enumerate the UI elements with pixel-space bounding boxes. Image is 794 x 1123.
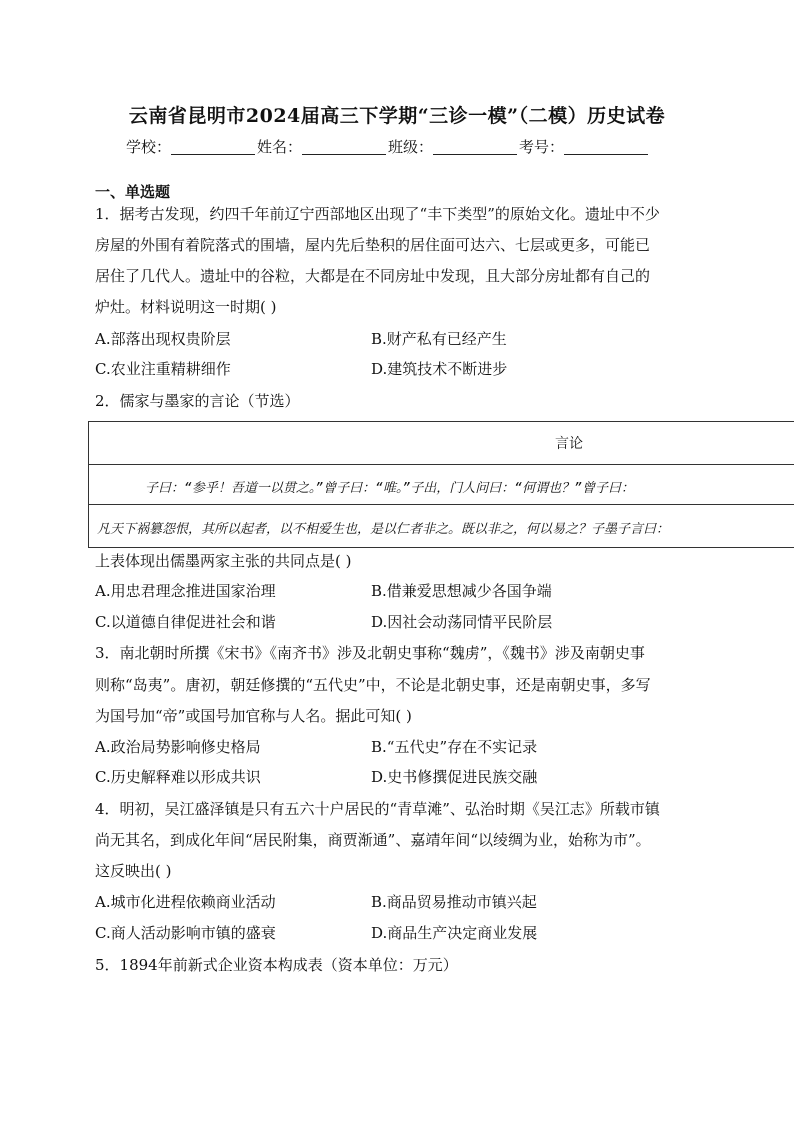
q1-option-d[interactable]: D.建筑技术不断进步 xyxy=(371,360,508,378)
q1-option-a[interactable]: A.部落出现权贵阶层 xyxy=(95,330,231,348)
student-info-row xyxy=(126,136,650,157)
section-heading: 一、单选题 xyxy=(95,183,171,201)
q1-line: 居住了几代人。遗址中的谷粒，大都是在不同房址中发现，且大部分房址都有自己的 xyxy=(95,267,651,285)
school-blank[interactable] xyxy=(171,140,255,155)
q4-line: 这反映出( ) xyxy=(95,862,172,880)
q3-line: 则称“岛夷”。唐初，朝廷修撰的“五代史”中，不论是北朝史事，还是南朝史事，多写 xyxy=(95,676,651,694)
q3-option-d[interactable]: D.史书修撰促进民族交融 xyxy=(371,768,538,786)
name-label: 姓名： xyxy=(257,138,303,156)
q5-stem: 5．1894年前新式企业资本构成表（资本单位：万元） xyxy=(95,956,458,974)
q2-option-c[interactable]: C.以道德自律促进社会和谐 xyxy=(95,613,276,631)
table-cell-confucian: 子曰：“参乎！吾道一以贯之。”曾子曰：“唯。”子出，门人问曰：“何谓也？”曾子曰： xyxy=(145,481,634,496)
q4-line: 4．明初，吴江盛泽镇是只有五六十户居民的“青草滩”、弘治时期《吴江志》所载市镇 xyxy=(95,800,660,818)
q3-option-a[interactable]: A.政治局势影响修史格局 xyxy=(95,738,261,756)
q1-option-c[interactable]: C.农业注重精耕细作 xyxy=(95,360,231,378)
table-header-cell: 言论 xyxy=(555,436,583,452)
q4-option-a[interactable]: A.城市化进程依赖商业活动 xyxy=(95,893,276,911)
q2-option-a[interactable]: A.用忠君理念推进国家治理 xyxy=(95,582,276,600)
q2-option-d[interactable]: D.因社会动荡同情平民阶层 xyxy=(371,613,553,631)
table-row xyxy=(89,465,794,505)
q4-option-b[interactable]: B.商品贸易推动市镇兴起 xyxy=(371,893,537,911)
q1-line: 炉灶。材料说明这一时期( ) xyxy=(95,298,277,316)
class-blank[interactable] xyxy=(433,140,517,155)
q1-line: 1．据考古发现，约四千年前辽宁西部地区出现了“丰下类型”的原始文化。遗址中不少 xyxy=(95,205,660,223)
page-title: 云南省昆明市2024届高三下学期“三诊一模”（二模）历史试卷 xyxy=(128,105,666,127)
q1-option-b[interactable]: B.财产私有已经产生 xyxy=(371,330,507,348)
q4-line: 尚无其名，到成化年间“居民附集，商贾渐通”、嘉靖年间“以绫绸为业，始称为市”。 xyxy=(95,831,651,849)
q2-option-b[interactable]: B.借兼爱思想减少各国争端 xyxy=(371,582,552,600)
q2-stem: 2．儒家与墨家的言论（节选） xyxy=(95,392,300,410)
q4-option-c[interactable]: C.商人活动影响市镇的盛衰 xyxy=(95,924,276,942)
q4-option-d[interactable]: D.商品生产决定商业发展 xyxy=(371,924,538,942)
q3-option-b[interactable]: B.“五代史”存在不实记录 xyxy=(371,738,538,756)
q3-option-c[interactable]: C.历史解释难以形成共识 xyxy=(95,768,261,786)
school-label: 学校： xyxy=(126,138,172,156)
q3-line: 3．南北朝时所撰《宋书》《南齐书》涉及北朝史事称“魏虏”，《魏书》涉及南朝史事 xyxy=(95,644,645,662)
class-label: 班级： xyxy=(388,138,434,156)
number-blank[interactable] xyxy=(564,140,648,155)
name-blank[interactable] xyxy=(302,140,386,155)
quote-table xyxy=(88,421,794,548)
table-header-row xyxy=(89,422,794,465)
q2-question: 上表体现出儒墨两家主张的共同点是( ) xyxy=(95,552,352,570)
table-cell-mohist: 凡天下祸篡怨恨，其所以起者，以不相爱生也，是以仁者非之。既以非之，何以易之？子墨子言曰： xyxy=(97,522,670,537)
number-label: 考号： xyxy=(519,138,565,156)
q3-line: 为国号加“帝”或国号加官称与人名。据此可知( ) xyxy=(95,707,412,725)
table-row xyxy=(89,505,794,547)
q1-line: 房屋的外围有着院落式的围墙，屋内先后垫积的居住面可达六、七层或更多，可能已 xyxy=(95,236,651,254)
